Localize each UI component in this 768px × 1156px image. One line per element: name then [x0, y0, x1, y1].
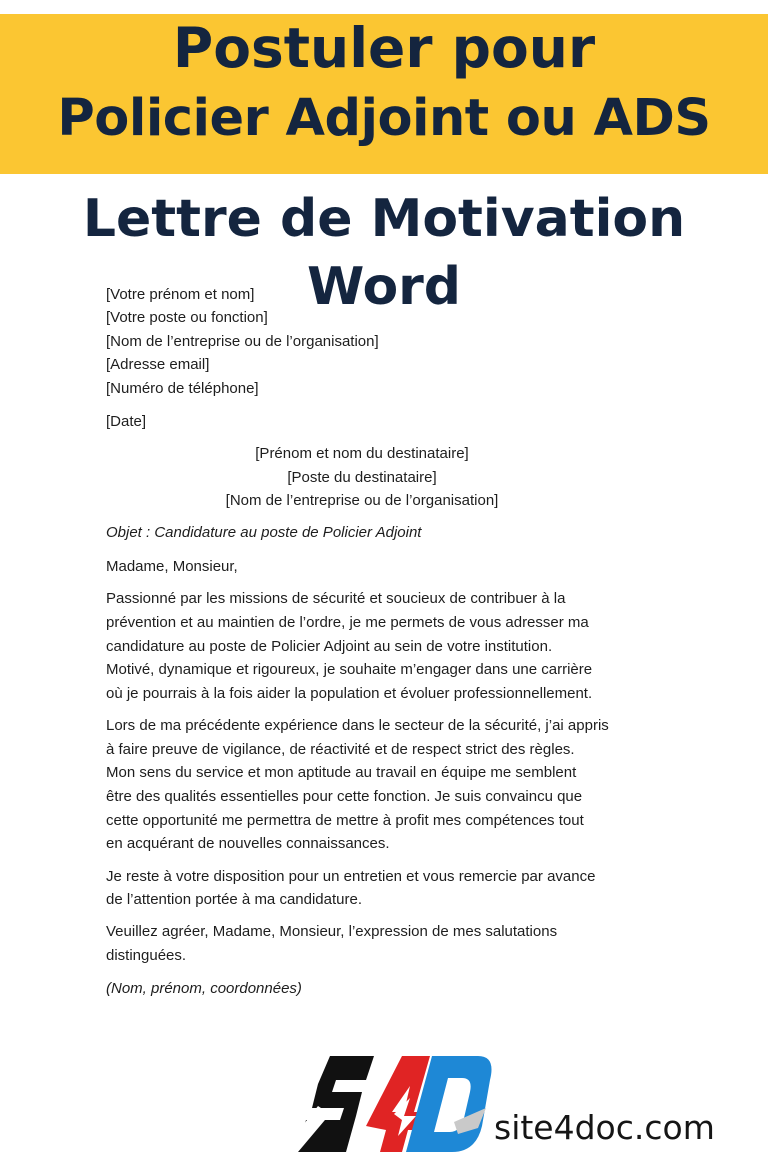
sender-name: [Votre prénom et nom]: [106, 286, 255, 303]
letter-salutation: Madame, Monsieur,: [106, 558, 238, 575]
sender-phone: [Numéro de téléphone]: [106, 380, 259, 397]
paragraph-2-line: cette opportunité me permettra de mettre à profit mes compétences tout: [106, 812, 584, 829]
site-url[interactable]: site4doc.com: [494, 1108, 715, 1147]
subtitle-line-2: Word: [306, 257, 462, 317]
recipient-position: [Poste du destinataire]: [287, 469, 437, 486]
paragraph-2-line: être des qualités essentielles pour cette fonction. Je suis convaincu que: [106, 788, 583, 805]
paragraph-3-line: Je reste à votre disposition pour un entretien et vous remercie par avance: [106, 868, 596, 885]
recipient-company: [Nom de l’entreprise ou de l’organisation]: [225, 492, 499, 509]
closing-line: Veuillez agréer, Madame, Monsieur, l’expression de mes salutations: [106, 923, 558, 940]
closing-line: distinguées.: [106, 947, 187, 964]
banner-title-line-2: Policier Adjoint ou ADS: [57, 89, 711, 148]
sender-position: [Votre poste ou fonction]: [106, 309, 268, 326]
paragraph-1-line: Passionné par les missions de sécurité et soucieux de contribuer à la: [106, 590, 566, 607]
letter-object: Objet : Candidature au poste de Policier Adjoint: [106, 524, 422, 541]
paragraph-1-line: Motivé, dynamique et rigoureux, je souhaite m’engager dans une carrière: [106, 661, 593, 678]
paragraph-2-line: en acquérant de nouvelles connaissances.: [106, 835, 390, 852]
letter-signature: (Nom, prénom, coordonnées): [106, 980, 302, 997]
banner-title-line-1: Postuler pour: [172, 16, 596, 80]
s4d-logo: [282, 1056, 492, 1152]
paragraph-1-line: où je pourrais à la fois aider la population et évoluer professionnellement.: [106, 685, 593, 702]
recipient-name: [Prénom et nom du destinataire]: [255, 445, 469, 462]
sender-company: [Nom de l’entreprise ou de l’organisation]: [106, 333, 379, 350]
paragraph-2-line: Mon sens du service et mon aptitude au travail en équipe me semblent: [106, 764, 577, 781]
subtitle-line-1: Lettre de Motivation: [82, 189, 686, 249]
letter-date: [Date]: [106, 413, 147, 430]
paragraph-1-line: prévention et au maintien de l’ordre, je me permets de vous adresser ma: [106, 614, 589, 631]
paragraph-1-line: candidature au poste de Policier Adjoint au sein de votre institution.: [106, 638, 553, 655]
sender-email: [Adresse email]: [106, 356, 210, 373]
s4d-logo-graphic: [282, 1056, 492, 1152]
paragraph-2-line: à faire preuve de vigilance, de réactivité et de respect strict des règles.: [106, 741, 575, 758]
paragraph-2-line: Lors de ma précédente expérience dans le secteur de la sécurité, j’ai appris: [106, 717, 609, 734]
paragraph-3-line: de l’attention portée à ma candidature.: [106, 891, 363, 908]
